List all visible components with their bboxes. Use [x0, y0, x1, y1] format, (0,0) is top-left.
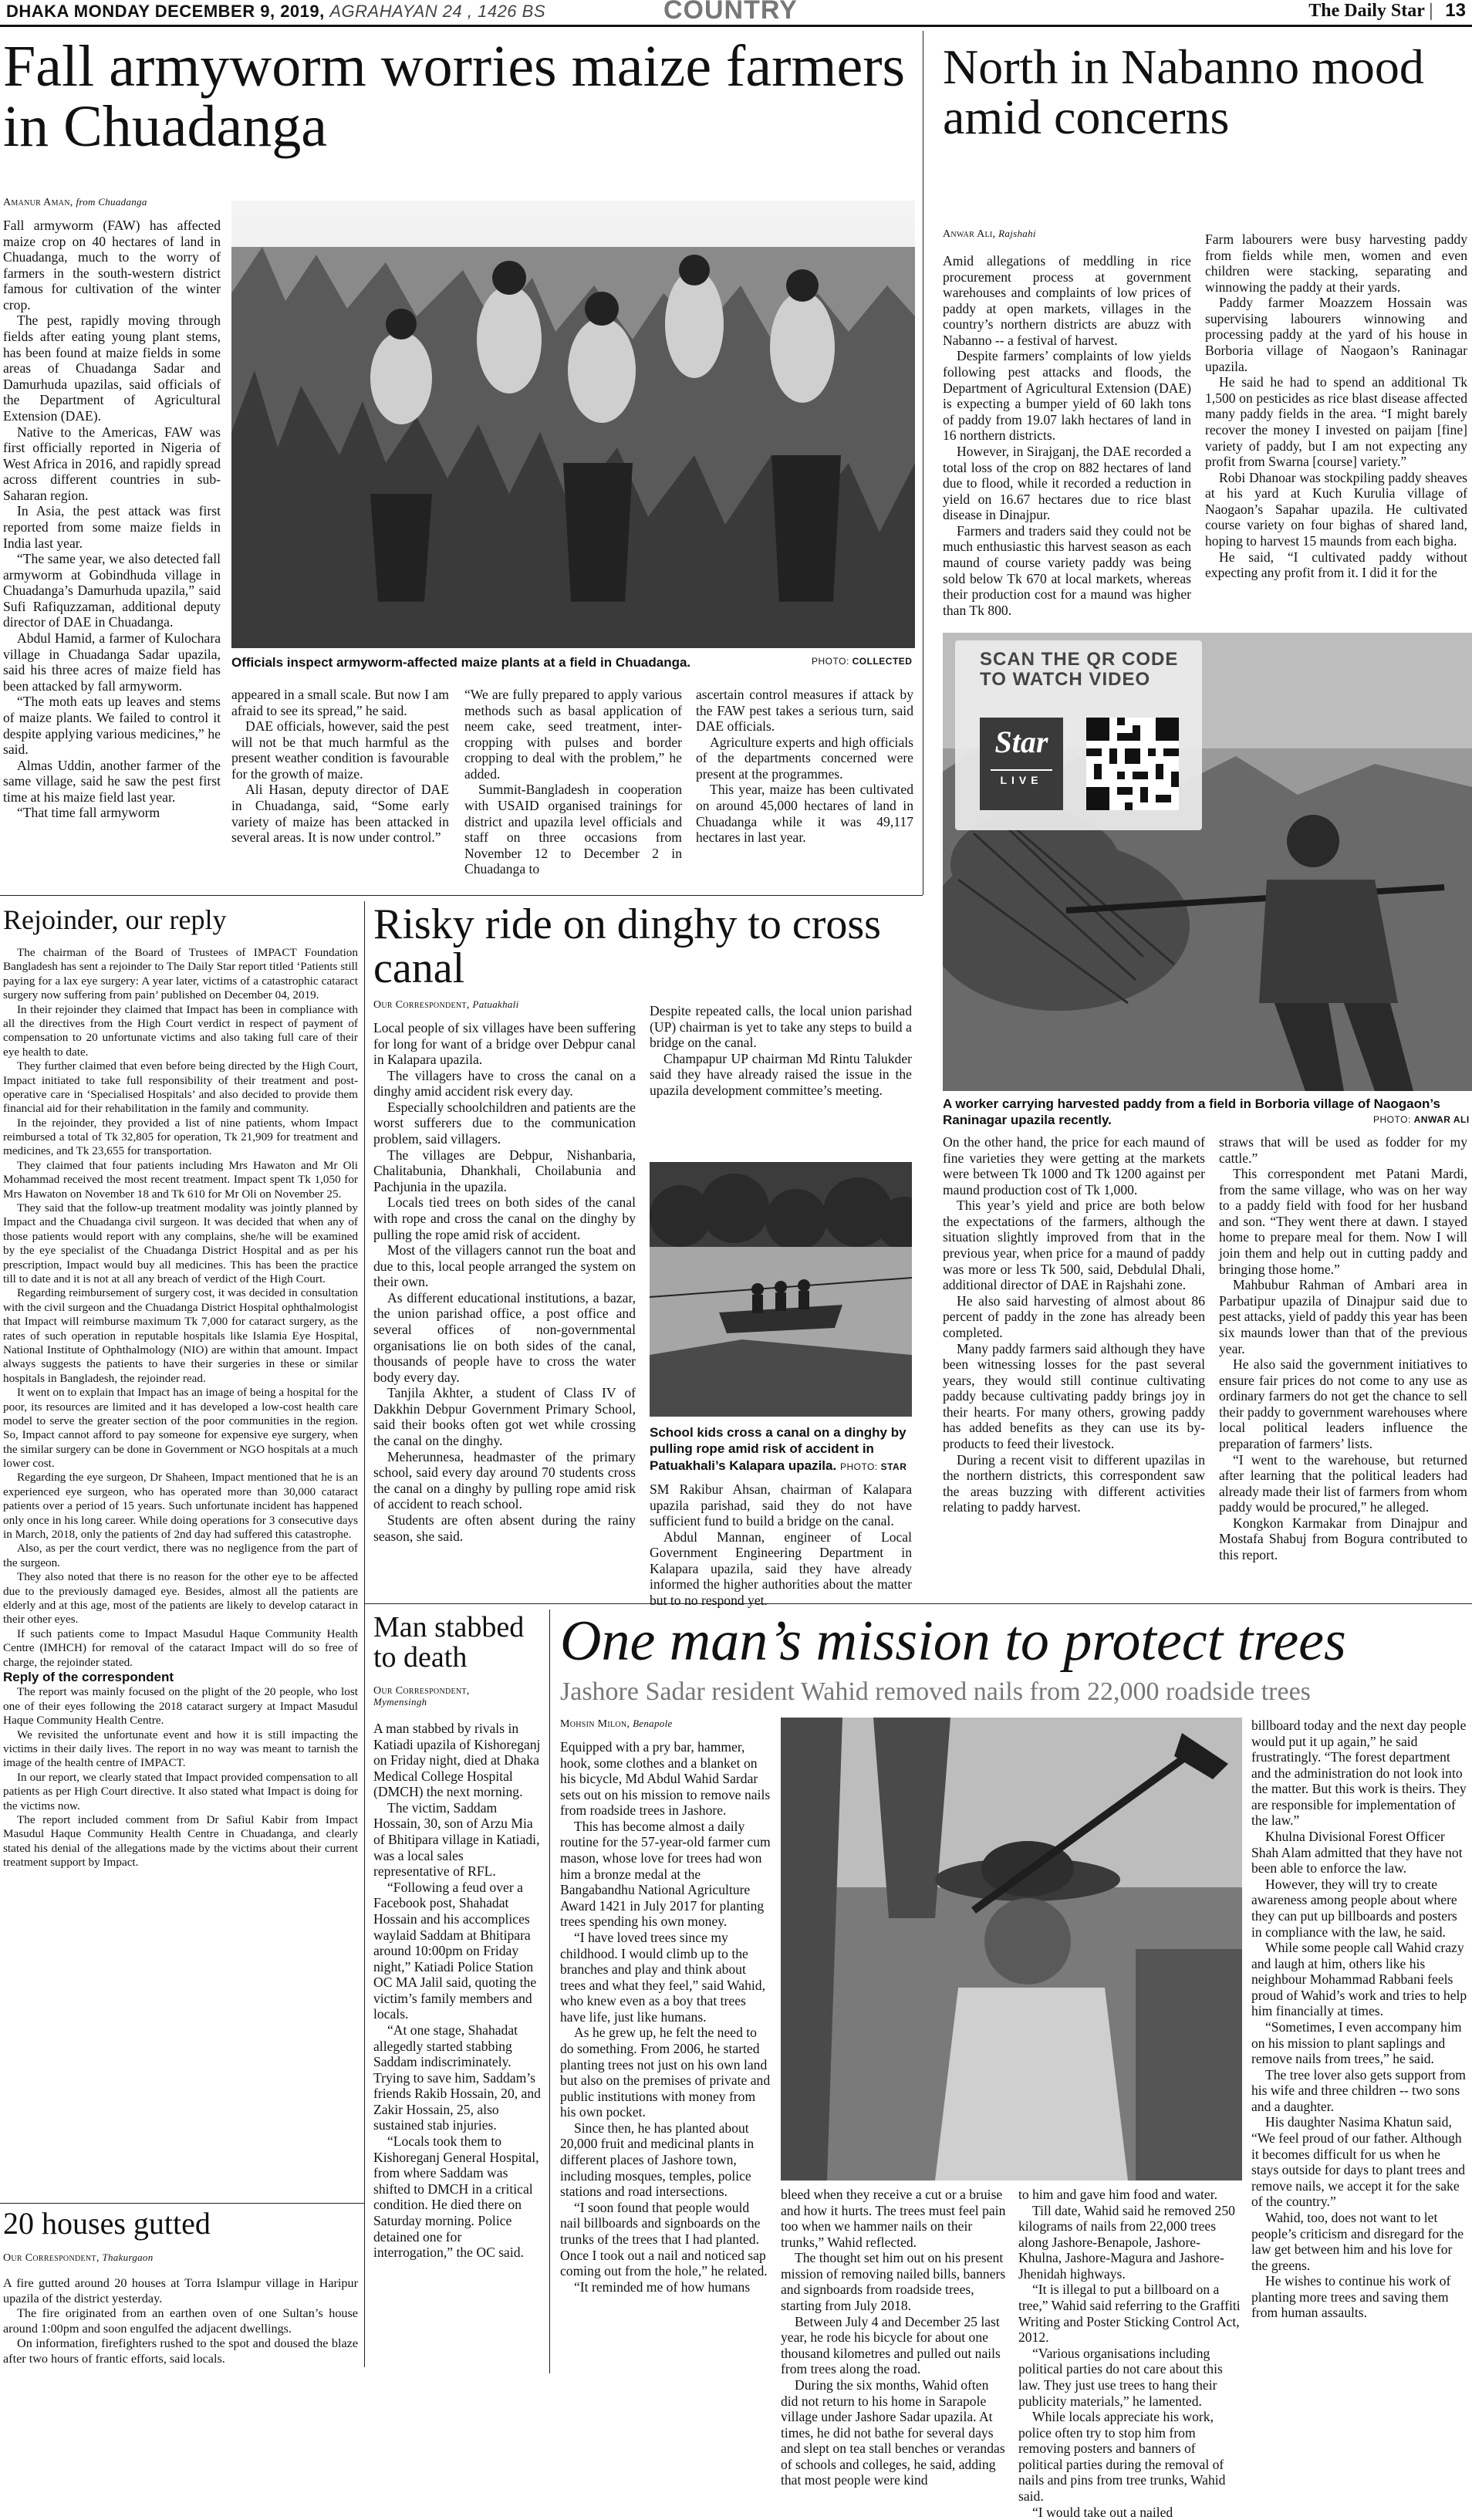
paragraph: to him and gave him food and water. — [1018, 2187, 1217, 2202]
paragraph: He also said harvesting of almost about 86 percent of paddy in the zone has already been completed. — [943, 1292, 1205, 1340]
paragraph: appeared in a small scale. But now I am afraid to see its spread,” he said. — [231, 687, 449, 718]
byline-place: Rajshahi — [998, 228, 1036, 239]
paragraph: This correspondent met Patani Mardi, from the same village, who was on her way to a paddy field with food for her husband and son. “They went there at dawn. I stayed home to prepare meal for them. Now I will join them and help out in cutting paddy and bringing those home.” — [1219, 1166, 1467, 1277]
rejoinder-body — [3, 946, 358, 1870]
byline-name: Our Correspondent, — [373, 999, 470, 1011]
paragraph: Summit-Bangladesh in cooperation with USAID organised trainings for district and upazila level officials and staff on three occasions from November 12 to December 2 in Chuadanga to — [464, 782, 682, 877]
paragraph: “I would take out a nailed — [1032, 2504, 1173, 2520]
paper-logo: The Daily Star — [1308, 1, 1425, 21]
column-rule — [549, 1610, 550, 2373]
paragraph: They claimed that four patients including Mrs Hawaton and Mr Oli Mohammad received the most recent treatment. Impact spent Tk 1,050 for Mrs Hawaton on November 18 and Tk 610 for Mr Oli on November 25. — [3, 1158, 358, 1201]
paragraph: Agriculture experts and high officials of the departments concerned were present at the programmes. — [696, 734, 913, 782]
paragraph: Between July 4 and December 25 last year, he rode his bicycle for about one thousand kilometres and pulled out nails from trees along the road. — [781, 2313, 1001, 2377]
paragraph: A man stabbed by rivals in Katiadi upazila of Kishoreganj on Friday night, died at Dhaka Medical College Hospital (DMCH) the next morning. — [373, 1721, 541, 1800]
trees-headline: One man’s mission to protect trees — [560, 1610, 1346, 1673]
armyworm-photo-credit — [812, 656, 912, 667]
nabanno-col-3 — [943, 1134, 1205, 1515]
armyworm-byline — [3, 196, 147, 209]
paragraph: Kongkon Karmakar from Dinajpur and Mostafa Shabuj from Bogura contributed to this report. — [1219, 1515, 1467, 1563]
paragraph: As different educational institutions, a bazar, the union parishad office, a post office and several offices of non-governmental organisations lie on both sides of the canal, thousands of people have to cross the water body every day. — [373, 1289, 636, 1385]
trees-col-3 — [1018, 2187, 1242, 2520]
paragraph: He said, “I cultivated paddy without expecting any profit from it. I did it for the — [1205, 549, 1467, 581]
credit-label: PHOTO: — [1373, 1114, 1411, 1125]
dinghy-col-2-bottom — [650, 1481, 912, 1609]
dinghy-headline: Risky ride on dinghy to cross canal — [373, 900, 881, 993]
paragraph: Amid allegations of meddling in rice procurement process at government warehouses and complaints of low prices of paddy at open markets, villages in the country’s northern districts are abuzz with Nabanno -- a festival of harvest. — [943, 253, 1191, 348]
paragraph: Khulna Divisional Forest Officer Shah Alam admitted that they have not been able to enforce the law. — [1251, 1829, 1463, 1876]
paragraph: Equipped with a pry bar, hammer, hook, some clothes and a blanket on his bicycle, Md Abdul Wahid Sardar sets out on his mission to remove nails from roadside trees in Jashore. — [560, 1739, 771, 1819]
paragraph: They also noted that there is no reason for the other eye to be affected due to the previously damaged eye. Besides, almost all the patients are elderly and at this age, most of the patients are likely to develop cataract in their other eyes. — [3, 1570, 358, 1627]
paragraph: Regarding reimbursement of surgery cost, it was decided in consultation with the civil surgeon and the Chuadanga District Hospital ophthalmologist that Impact will reimburse maximum Tk 7,000 for cataract surgery, as the rates of such operation in reputable hospitals like Islamia Eye Hospital, National Institute of Ophthalmology (NIO) are within that amount. Impact always suggests the patients to have their surgeries in these or similar hospitals in Bangladesh, the rejoinder read. — [3, 1286, 358, 1385]
masthead-city: DHAKA — [6, 2, 69, 21]
paragraph: The villages are Debpur, Nishanbaria, Chalitabunia, Dhankhali, Choilabunia and Pachjunia in the upazila. — [373, 1147, 636, 1194]
dinghy-photo — [650, 1162, 912, 1417]
live-logo-text: LIVE — [991, 769, 1052, 786]
paragraph: Abdul Hamid, a farmer of Kulochara village in Chuadanga Sadar upazila, said his three acres of maize field has been attacked by fall armyworm. — [3, 630, 221, 694]
paragraph: They said that the follow-up treatment modality was jointly planned by Impact and the Chuadanga civil surgeon. It was decided that when any of those patients would report with any complains, she/he will be examined by the eye specialist of the Chuadanga District Hospital and as per his prescription, Impact would buy all medicines. This has been the practice till to date and it is not at all any breach of verdict of the High Court. — [3, 1201, 358, 1285]
dinghy-caption-text: School kids cross a canal on a dinghy by pulling rope amid risk of accident in Patuakhali’s Kalapara upazila. — [650, 1425, 906, 1473]
paragraph: “At one stage, Shahadat allegedly started stabbing Saddam indiscriminately. Trying to save him, Saddam’s friends Rakib Hossain, 20, and Zakir Hossain, 25, also sustained stab injuries. — [373, 2022, 541, 2133]
section-rule — [364, 1603, 1472, 1604]
trees-col-4 — [1251, 1718, 1469, 2321]
credit-name: ANWAR ALI — [1413, 1114, 1470, 1125]
paragraph: This year, maize has been cultivated on around 45,000 hectares of land in Chuadanga while it was 49,117 hectares in last year. — [696, 782, 913, 846]
credit-name: COLLECTED — [852, 656, 913, 667]
paragraph: Many paddy farmers said although they have been witnessing losses for the past several years, they would still continue cultivating paddy because cultivating paddy brings joy in their hearts. For many others, growing paddy has added benefits as they can use its by-products to feed their livestock. — [943, 1340, 1205, 1451]
paragraph: “Following a feud over a Facebook post, Shahadat Hossain and his accomplices waylaid Saddam at Bhitipara around 10:00pm on Friday night,” Katiadi Police Station OC MA Jalil said, quoting the victim’s family members and locals. — [373, 1879, 537, 2022]
paragraph: It went on to explain that Impact has an image of being a hospital for the poor, its resources are limited and it has developed a low-cost health care model to serve the greater section of the poor communities in the region. So, Impact cannot afford to pay someone for expensive eye surgery, when the similar surgery can be done in Government or NGO hospitals at a much lower cost. — [3, 1386, 358, 1471]
paragraph: In their rejoinder they claimed that Impact has been in compliance with all the directives from the High Court verdict in respect of payment of compensation to 20 unfortunate victims and also taking full care of their eye health to date. — [3, 1002, 358, 1059]
paragraph: Despite farmers’ complaints of low yields following pest attacks and floods, the Department of Agricultural Extension (DAE) is expecting a bumper yield of 60 lakh tons of paddy from 19.07 lakh hectares of land in 16 northern districts. — [943, 348, 1191, 444]
paragraph: In our report, we clearly stated that Impact provided compensation to all patients as per High Court directive. It also stated what Impact is doing for the victims now. — [3, 1770, 358, 1812]
paragraph: Almas Uddin, another farmer of the same village, said he saw the pest first time at his maize field last year. — [3, 757, 221, 805]
paragraph: Meherunnesa, headmaster of the primary school, said every day around 70 students cross the canal on a dinghy by pulling rope amid risk of accident to reach school. — [373, 1448, 636, 1512]
trees-subheadline: Jashore Sadar resident Wahid removed nails from 22,000 roadside trees — [560, 1677, 1311, 1706]
nabanno-byline — [943, 228, 1036, 241]
paragraph: Regarding the eye surgeon, Dr Shaheen, Impact mentioned that he is an experienced eye surgeon, who has operated more than 30,000 cataract patients over a period of 15 years. Such unfortunate incident has happened only once in his long career. While doing operations for 3 consecutive days in March, 2018, only the patients of 2nd day had suffered this catastrophe. — [3, 1471, 358, 1542]
paragraph: The thought set him out on his present mission of removing nailed bills, banners and signboards from roadside trees, starting from July 2018. — [781, 2250, 1006, 2314]
byline-place: Patuakhali — [472, 998, 519, 1010]
paragraph: Paddy farmer Moazzem Hossain was supervising labourers winnowing and processing paddy at the yard of his house in Borboria village of Naogaon’s Raninagar upazila. — [1205, 295, 1467, 374]
paragraph: straws that will be used as fodder for my cattle.” — [1219, 1134, 1467, 1166]
byline-name: Mohsin Milon, — [560, 1718, 630, 1730]
byline-place: from Chuadanga — [76, 196, 147, 208]
credit-label: PHOTO: — [839, 1461, 878, 1472]
qr-instruction: SCAN THE QR CODE TO WATCH VIDEO — [980, 649, 1179, 691]
armyworm-col-1 — [3, 218, 221, 821]
paragraph: Abdul Mannan, engineer of Local Government Engineering Department in Kalapara upazila, said they have already informed the higher authorities about the matter but to no respond yet. — [650, 1529, 912, 1609]
trees-col-2 — [781, 2187, 1008, 2488]
paragraph: On information, firefighters rushed to the spot and doused the blaze after two hours of frantic efforts, said locals. — [3, 2336, 358, 2366]
nabanno-headline: North in Nabanno mood amid concerns — [943, 39, 1424, 145]
rejoinder-paragraphs — [3, 946, 358, 1670]
section-title: COUNTRY — [663, 0, 798, 25]
houses-headline: 20 houses gutted — [3, 2206, 211, 2241]
paragraph: Ali Hasan, deputy director of DAE in Chuadanga, said, “Some early variety of maize has been attacked in several areas. It is now under control.” — [231, 782, 449, 846]
armyworm-photo — [231, 201, 915, 648]
paragraph: The fire originated from an earthen oven of one Sultan’s house around 1:00pm and soon engulfed the adjacent dwellings. — [3, 2306, 358, 2336]
paragraph: Native to the Americas, FAW was first officially reported in Nigeria of West Africa in 2016, and rapidly spread across different countries in sub-Saharan region. — [3, 424, 221, 503]
nabanno-col-1 — [943, 253, 1191, 618]
paragraph: As he grew up, he felt the need to do something. From 2006, he started planting trees not just on his own land but also on the premises of private and public institutions with money from his own pocket. — [560, 2025, 771, 2120]
paragraph: While some people call Wahid crazy and laugh at him, others like his neighbour Mohammad Rabbani feels proud of Wahid’s work and tries to help him financially at times. — [1251, 1940, 1467, 2019]
paragraph: Champapur UP chairman Md Rintu Talukder said they have already raised the issue in the upazila development committee’s meeting. — [650, 1050, 912, 1098]
paragraph: We revisited the unfortunate event and how it is still impacting the victims in their daily lives. The report in no way was meant to tarnish the image of the health centre of IMPACT. — [3, 1728, 358, 1770]
paragraph: During a recent visit to different upazilas in the northern districts, this correspondent saw the areas buzzing with different activities relating to paddy harvest. — [943, 1451, 1205, 1515]
paragraph: “I have loved trees since my childhood. I would climb up to the branches and play and think about trees and what they feel,” said Wahid, who knew even as a boy that trees have life, just like humans. — [560, 1929, 765, 2025]
houses-body — [3, 2276, 358, 2367]
star-live-logo — [980, 718, 1063, 810]
paragraph: ascertain control measures if attack by the FAW pest takes a serious turn, said DAE officials. — [696, 687, 913, 735]
masthead-dateline — [6, 2, 545, 22]
paragraph: The tree lover also gets support from his wife and three children -- two sons and a daughter. — [1251, 2066, 1466, 2114]
paragraph: A fire gutted around 20 houses at Torra Islampur village in Haripur upazila of the district yesterday. — [3, 2276, 358, 2305]
paragraph: billboard today and the next day people would put it up again,” he said frustratingly. “The forest department and the administration do not look into the matter. But this work is theirs. They are responsible for implementation of the law.” — [1251, 1718, 1467, 1829]
paragraph: “It is illegal to put a billboard on a tree,” Wahid said referring to the Graffiti Writing and Poster Sticking Control Act, 2012. — [1018, 2282, 1241, 2346]
paragraph: Also, as per the court verdict, there was no negligence from the part of the surgeon. — [3, 1542, 358, 1569]
byline-name: Our Correspondent, — [3, 2252, 100, 2264]
paragraph: “It reminded me of how humans — [574, 2278, 751, 2295]
nabanno-photo-credit — [1373, 1114, 1470, 1125]
armyworm-caption: Officials inspect armyworm-affected maize plants at a field in Chuadanga. — [231, 655, 691, 670]
paragraph: Despite repeated calls, the local union parishad (UP) chairman is yet to take any steps to build a bridge on the canal. — [650, 1003, 912, 1051]
dinghy-photo-credit — [840, 1461, 906, 1472]
stabbed-body — [373, 1721, 542, 2261]
paragraph: “Various organisations including political parties do not care about this law. They just use trees to hang their publicity materials,” he lamented. — [1018, 2345, 1223, 2409]
section-rule — [0, 2203, 364, 2204]
paragraph: They further claimed that even before being directed by the High Court, Impact initiated to take full responsibility of their treatment and post-operative care in ‘Specialised Hospitals’ and also decided to provide them financial aid for their rehabilitation in the family and community. — [3, 1059, 358, 1116]
paragraph: His daughter Nasima Khatun said, “We feel proud of our father. Although it becomes difficult for us when he stays outside for days to plant trees and remove nails, we accept it for the sake of the country.” — [1251, 2114, 1466, 2210]
qr-video-box[interactable] — [955, 640, 1202, 830]
paragraph: The villagers have to cross the canal on a dinghy amid accident risk every day. — [373, 1067, 636, 1100]
qr-code-icon[interactable] — [1086, 718, 1179, 810]
byline-place: Mymensingh — [373, 1696, 427, 1708]
paragraph: The chairman of the Board of Trustees of IMPACT Foundation Bangladesh has sent a rejoinder to The Daily Star report titled ‘Patients still paying for a lax eye surgery: A year later, victims of a catastrophic cataract surgery now suffering from pain’ published on December 04, 2019. — [3, 946, 358, 1002]
paragraph: The victim, Saddam Hossain, 30, son of Arzu Mia of Bhitipara village in Katiadi, was a local sales representative of RFL. — [373, 1799, 540, 1880]
paragraph: “Locals took them to Kishoreganj General Hospital, from where Saddam was shifted to DMCH in a critical condition. He died there on Saturday morning. Police detained one for interrogation,” the OC said. — [373, 2133, 539, 2261]
page-masthead — [0, 0, 1472, 27]
paragraph: He said he had to spend an additional Tk 1,500 on pesticides as rice blast disease affected many paddy fields in the area. “I might barely recover the money I invested on paijam [fine] variety of paddy, but I am not expecting any profit from Swarna [course] variety.” — [1205, 374, 1467, 470]
trees-byline — [560, 1718, 673, 1731]
paragraph: The pest, rapidly moving through fields after eating young plant stems, has been found at maize fields in some areas of Chuadanga Sadar and Damurhuda upazilas, said officials of the Department of Agricultural Extension (DAE). — [3, 312, 221, 424]
nabanno-col-2 — [1205, 231, 1467, 581]
byline-place: Benapole — [633, 1718, 673, 1729]
paragraph: This has become almost a daily routine for the 57-year-old farmer cum mason, whose love for trees had won him a bronze medal at the Bangabandhu National Agriculture Award 1421 in July 2017 for planting trees spending his own money. — [560, 1818, 771, 1930]
paragraph: “The moth eats up leaves and stems of maize plants. We failed to control it despite applying various medicines,” he said. — [3, 694, 221, 758]
paragraph: Local people of six villages have been suffering for long for want of a bridge over Debpur canal in Kalapara upazila. — [373, 1020, 636, 1068]
paragraph: Tanjila Akhter, a student of Class IV of Dakkhin Debpur Government Primary School, said their books often got wet while crossing the canal on the dinghy. — [373, 1385, 636, 1449]
dinghy-col-2-top — [650, 1003, 912, 1098]
byline-name: Amanur Aman, — [3, 197, 73, 208]
paragraph: During the six months, Wahid often did not return to his home in Sarapole village under Jashore Sadar upazila. At times, he did not bathe for several days and slept on tea stall benches or verandas of schools and colleges, he said, adding that most people were kind — [781, 2376, 1005, 2488]
column-rule — [364, 901, 365, 2367]
star-logo-text: Star — [994, 725, 1048, 759]
paragraph: Till date, Wahid said he removed 250 kilograms of nails from 22,000 trees along Jashore-Benapole, Jashore-Khulna, Jashore-Magura and Jashore-Jhenidah highways. — [1018, 2202, 1235, 2282]
paragraph: bleed when they receive a cut or a bruise and how it hurts. The trees must feel pain too when we hammer nails on their trunks,” Wahid reflected. — [781, 2187, 1006, 2250]
paragraph: “That time fall armyworm — [17, 805, 160, 821]
paragraph: “I went to the warehouse, but returned after learning that the political leaders had already made their list of farmers from whom paddy would be procured,” he alleged. — [1219, 1451, 1467, 1515]
dinghy-caption — [650, 1424, 912, 1474]
armyworm-col-3 — [464, 687, 682, 877]
section-rule — [0, 895, 923, 896]
page-number: 13 — [1445, 0, 1466, 21]
paragraph: Most of the villagers cannot run the boat and due to this, local people arranged the system on their own. — [373, 1242, 636, 1290]
paragraph: He also said the government initiatives to ensure fair prices do not come to any use as ordinary farmers do not get the chance to sell their paddy to government warehouses where local political leaders influence the preparation of farmers’ lists. — [1219, 1356, 1467, 1451]
paragraph: In the rejoinder, they provided a list of nine patients, whom Impact reimbursed a total of Tk 32,805 for operation, Tk 21,909 for treatment and medicines, and Tk 23,655 for transportation. — [3, 1116, 358, 1158]
credit-label: PHOTO: — [812, 656, 849, 667]
trees-col-1 — [560, 1739, 771, 2295]
paragraph: “We are fully prepared to apply various methods such as basal application of neem cake, seed treatment, inter-cropping with pulses and border cropping to deal with the problem,” he added. — [464, 687, 682, 782]
paragraph: The report included comment from Dr Safiul Kabir from Impact Masudul Haque Community Health Centre in Chuadanga, and clearly stated his denial of the allegations made by the victims about their current treatment support by Impact. — [3, 1813, 358, 1870]
armyworm-col-4 — [696, 687, 913, 846]
masthead-date: MONDAY DECEMBER 9, 2019, — [73, 2, 325, 21]
nabanno-col-4 — [1219, 1134, 1467, 1563]
byline-name: Anwar Ali, — [943, 228, 996, 240]
paragraph: Especially schoolchildren and patients are the worst sufferers due to the communication problem, said villagers. — [373, 1099, 636, 1147]
dinghy-byline — [373, 998, 519, 1012]
armyworm-col-2 — [231, 687, 449, 846]
stabbed-headline: Man stabbed to death — [373, 1611, 525, 1674]
trees-photo — [781, 1718, 1242, 2181]
masthead-paper: The Daily Star | 13 — [1308, 0, 1466, 21]
paragraph: This year’s yield and price are both below the expectations of the farmers, although the situation slightly improved from that in the previous year, when price for a maund of paddy was more or less Tk 500, said, Debdulal Dhali, additional director of DAE in Rajshahi zone. — [943, 1198, 1205, 1293]
stabbed-byline — [373, 1685, 543, 1709]
paragraph: “The same year, we also detected fall armyworm at Gobindhuda village in Chuadanga’s Damurhuda upazila,” said Sufi Rafiquzzaman, additional deputy director of DAE in Chuadanga. — [3, 551, 221, 630]
paragraph: Farm labourers were busy harvesting paddy from fields while men, women and even children were stacking, separating and winnowing the paddy at their yards. — [1205, 231, 1467, 295]
paragraph: “Sometimes, I even accompany him on his mission to plant saplings and remove nails from trees,” he said. — [1251, 2018, 1462, 2067]
paragraph: However, they will try to create awareness among people about where they can put up billboards and posters in compliance with the law, he said. — [1251, 1876, 1457, 1940]
paragraph: However, in Sirajganj, the DAE recorded a total loss of the crop on 882 hectares of land due to flood, while it recorded a reduction in yield on 16.67 hectares due to rice blast disease in Dinajpur. — [943, 443, 1191, 523]
paragraph: DAE officials, however, said the pest will not be that much harmful as the present weather condition is favourable for the growth of maize. — [231, 718, 449, 782]
paragraph: SM Rakibur Ahsan, chairman of Kalapara upazila parishad, said they do not have sufficient fund to build a bridge on the canal. — [650, 1481, 912, 1529]
paragraph: Since then, he has planted about 20,000 fruit and medicinal plants in different places of Jashore town, including mosques, temples, police stations and road intersections. — [560, 2120, 755, 2200]
armyworm-headline: Fall armyworm worries maize farmers in Chuadanga — [3, 34, 906, 159]
byline-place: Thakurgaon — [102, 2251, 154, 2263]
paragraph: On the other hand, the price for each maund of fine varieties they were getting at the markets were between Tk 1000 and Tk 1200 against per maund production cost of Tk 1,000. — [943, 1134, 1205, 1198]
paragraph: If such patients come to Impact Masudul Haque Community Health Centre (IMHCH) for removal of the cataract Impact will do so free of charge, the rejoinder stated. — [3, 1627, 358, 1669]
paragraph: Robi Dhanoar was stockpiling paddy sheaves at his yard at Kuch Kurulia village of Naogaon’s Sapahar upazila. He cultivated course variety on four bighas of shared land, hoping to harvest 15 maunds from each bigha. — [1205, 469, 1467, 549]
dinghy-col-1 — [373, 1020, 636, 1544]
paragraph: Mahbubur Rahman of Ambari area in Parbatipur upazila of Dinajpur said due to pest attacks, yield of paddy this year has been six maunds lower than that of the previous year. — [1219, 1277, 1467, 1356]
paragraph: In Asia, the pest attack was first reported from some maize fields in India last year. — [3, 503, 221, 551]
houses-byline — [3, 2251, 154, 2265]
paragraph: Fall armyworm (FAW) has affected maize crop on 40 hectares of land in Chuadanga, much to the worry of farmers in the south-western district famous for cultivation of the winter crop. — [3, 218, 221, 312]
credit-name: STAR — [880, 1461, 907, 1472]
rejoinder-subhead: Reply of the correspondent — [3, 1669, 174, 1684]
paragraph: Farmers and traders said they could not be much enthusiastic this harvest season as each maund of course variety paddy was being sold below Tk 670 at local markets, whereas their production cost for a maund was higher than Tk 800. — [943, 522, 1191, 618]
nabanno-caption: A worker carrying harvested paddy from a field in Borboria village of Naogaon’s Raninagar upazila recently. — [943, 1096, 1440, 1128]
masthead-bangla-date: AGRAHAYAN 24 , 1426 BS — [329, 2, 545, 21]
paragraph: The report was mainly focused on the plight of the 20 people, who lost one of their eyes following the 2018 cataract surgery at Impact Masudul Haque Community Health Centre. — [3, 1685, 358, 1728]
rejoinder-headline: Rejoinder, our reply — [3, 904, 227, 935]
paragraph: Students are often absent during the rainy season, she said. — [373, 1512, 636, 1544]
paragraph: Locals tied trees on both sides of the canal with rope and cross the canal on the dinghy by pulling the rope amid risk of accident. — [373, 1194, 636, 1242]
paragraph: He wishes to continue his work of planting more trees and saving them from human assaults. — [1251, 2273, 1451, 2321]
paragraph: While locals appreciate his work, police often try to stop him from removing posters and banners of political parties during the removal of nails and pins from tree trunks, Wahid said. — [1018, 2409, 1226, 2504]
rejoinder-reply — [3, 1685, 358, 1870]
byline-name: Our Correspondent, — [373, 1685, 470, 1697]
paragraph: Wahid, too, does not want to let people’s criticism and disregard for the law get between him and his love for the greens. — [1251, 2209, 1464, 2273]
paragraph: “I soon found that people would nail billboards and signboards on the trunks of the trees that I had planted. Once I took out a nail and noticed sap coming out from the hole,” he related. — [560, 2199, 768, 2279]
